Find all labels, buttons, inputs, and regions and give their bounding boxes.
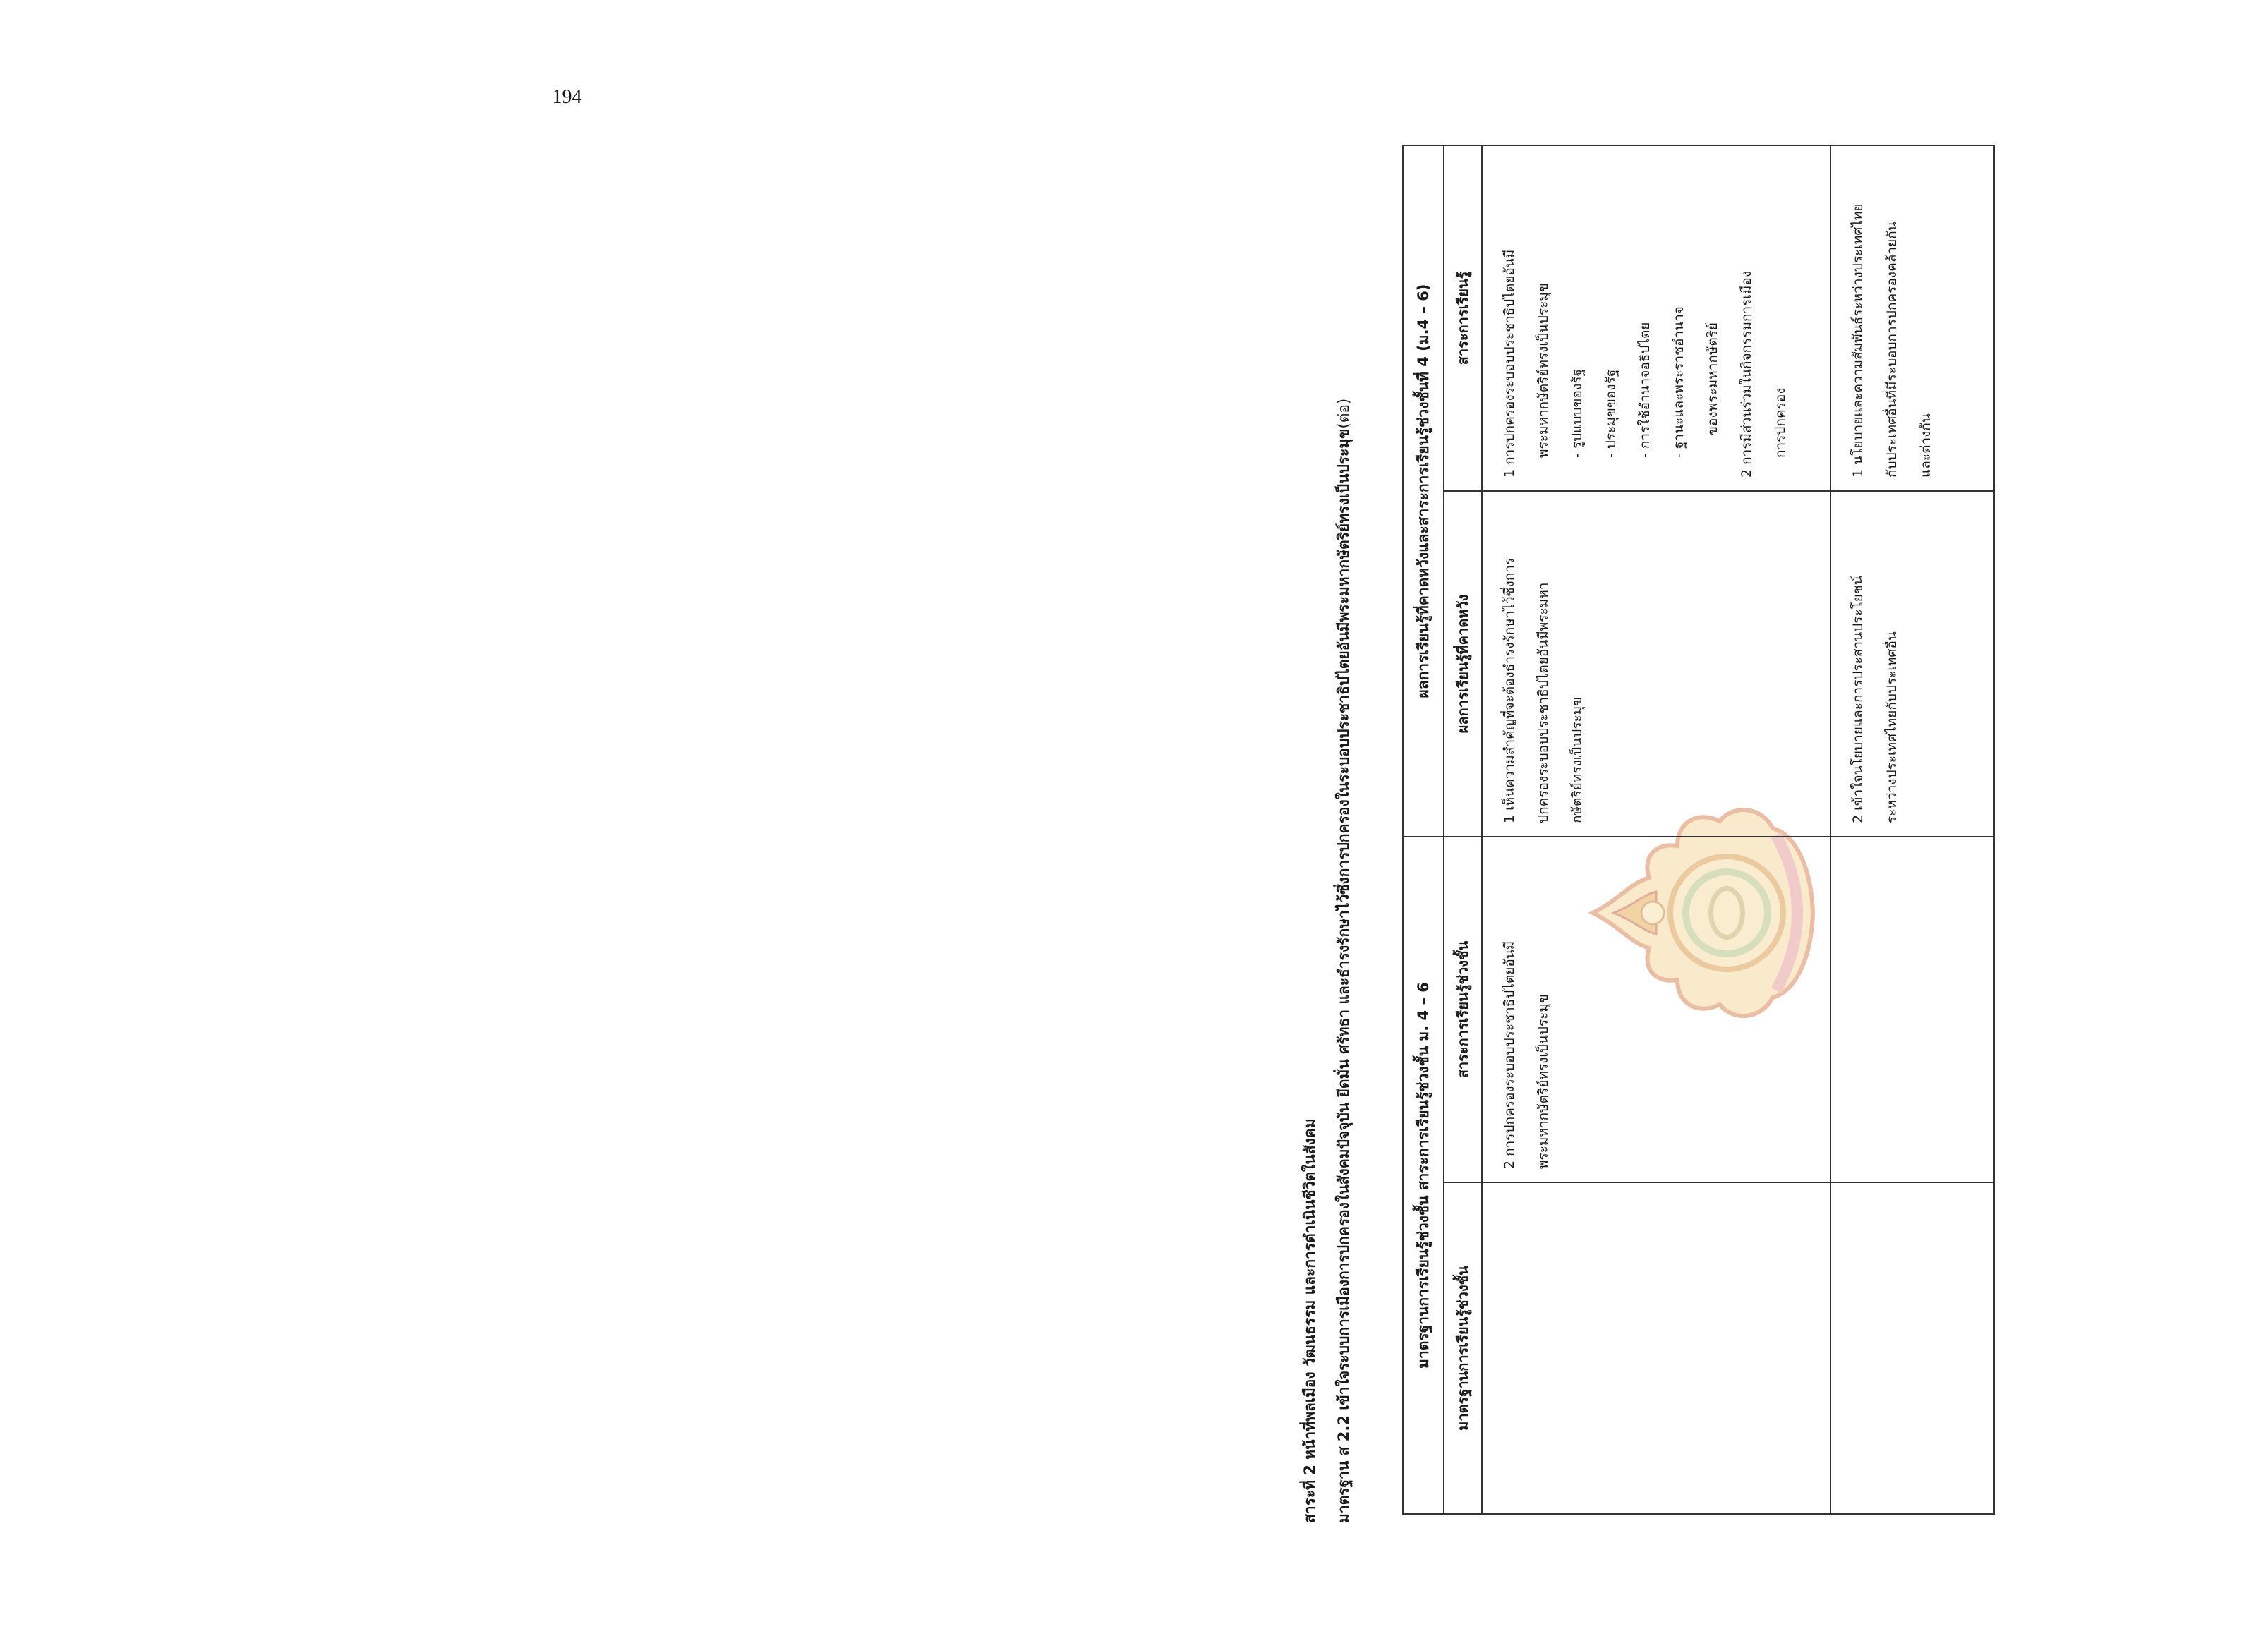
cell-outcome <box>1482 491 1830 837</box>
cell-standard <box>1830 1182 1994 1514</box>
column-header-row <box>1444 145 1482 1514</box>
strand-title: สาระที่ 2 หน้าที่พลเมือง วัฒนธรรม และการดำเนินชีวิตในสังคม <box>1301 1118 1318 1523</box>
table-row <box>1482 145 1830 1514</box>
table-row <box>1830 145 1994 1514</box>
outcome-line: 2 เข้าใจนโยบายและการประสานประโยชน์ <box>1850 576 1866 823</box>
cell-outcome <box>1830 491 1994 837</box>
column-header-outcome: ผลการเรียนรู้ที่คาดหวัง <box>1444 491 1482 837</box>
content-subitem: - ฐานะและพระราชอำนาจ <box>1671 306 1687 458</box>
content-subitem: - ประมุขของรัฐ <box>1603 369 1619 458</box>
column-header-content: สาระการเรียนรู้ <box>1444 145 1482 491</box>
content-subitem: - รูปแบบของรัฐ <box>1569 369 1585 458</box>
curriculum-table <box>1402 145 1995 1515</box>
section-heading <box>1293 399 1361 1523</box>
content-subitem: - การใช้อำนาจอธิปไตย <box>1637 322 1653 458</box>
cell-standard <box>1482 1182 1830 1514</box>
column-header-core-content: สาระการเรียนรู้ช่วงชั้น <box>1444 837 1482 1182</box>
content-line: 2 การมีส่วนร่วมในกิจกรรมการเมือง <box>1739 270 1754 478</box>
cell-content <box>1830 145 1994 491</box>
cell-core-content <box>1482 837 1830 1182</box>
content-line: การปกครอง <box>1773 387 1788 458</box>
outcome-line: กษัตริย์ทรงเป็นประมุข <box>1569 696 1585 823</box>
group-header-outcomes: ผลการเรียนรู้ที่คาดหวังและสาระการเรียนรู้ช่วงชั้นที่ 4 (ม.4 – 6) <box>1403 145 1444 837</box>
outcome-line: ปกครองระบอบประชาธิปไตยอันมีพระมหา <box>1536 582 1551 823</box>
core-content-line: 2 การปกครองระบอบประชาธิปไตยอันมี <box>1502 940 1517 1169</box>
group-header-row <box>1403 145 1444 1514</box>
content-line: 1 นโยบายและความสัมพันธ์ระหว่างประเทศไทย <box>1850 203 1866 478</box>
content-line: พระมหากษัตริย์ทรงเป็นประมุข <box>1536 283 1551 458</box>
continued-label: (ต่อ) <box>1335 398 1352 429</box>
content-line: กับประเทศอื่นที่มีระบอบการปกครองคล้ายกัน <box>1884 222 1900 478</box>
content-line: 1 การปกครองระบอบประชาธิปไตยอันมี <box>1502 249 1517 478</box>
standard-title-text: มาตรฐาน ส 2.2 เข้าใจระบบการเมืองการปกครองในสังคมปัจจุบัน ยึดมั่น ศรัทธา และธำรงรักษาไว้ซึ่งการปกครองในระบอบประชาธิปไตยอันมีพระมหากษัตริย์ทรงเป็นประมุข <box>1335 428 1352 1523</box>
content-line: และต่างกัน <box>1918 413 1934 478</box>
outcome-line: ระหว่างประเทศไทยกับประเทศอื่น <box>1884 631 1900 823</box>
column-header-standard: มาตรฐานการเรียนรู้ช่วงชั้น <box>1444 1182 1482 1514</box>
cell-content <box>1482 145 1830 491</box>
cell-core-content <box>1830 837 1994 1182</box>
standard-title <box>1327 399 1361 1523</box>
rotated-landscape-content <box>1134 0 2268 1636</box>
core-content-line: พระมหากษัตริย์ทรงเป็นประมุข <box>1536 994 1551 1169</box>
group-header-standards: มาตรฐานการเรียนรู้ช่วงชั้น สาระการเรียนรู้ช่วงชั้น ม. 4 – 6 <box>1403 837 1444 1514</box>
outcome-line: 1 เห็นความสำคัญที่จะต้องธำรงรักษาไว้ซึ่งการ <box>1502 557 1517 823</box>
page-number: 194 <box>552 86 582 108</box>
content-subitem-continued: ของพระมหากษัตริย์ <box>1705 322 1720 435</box>
